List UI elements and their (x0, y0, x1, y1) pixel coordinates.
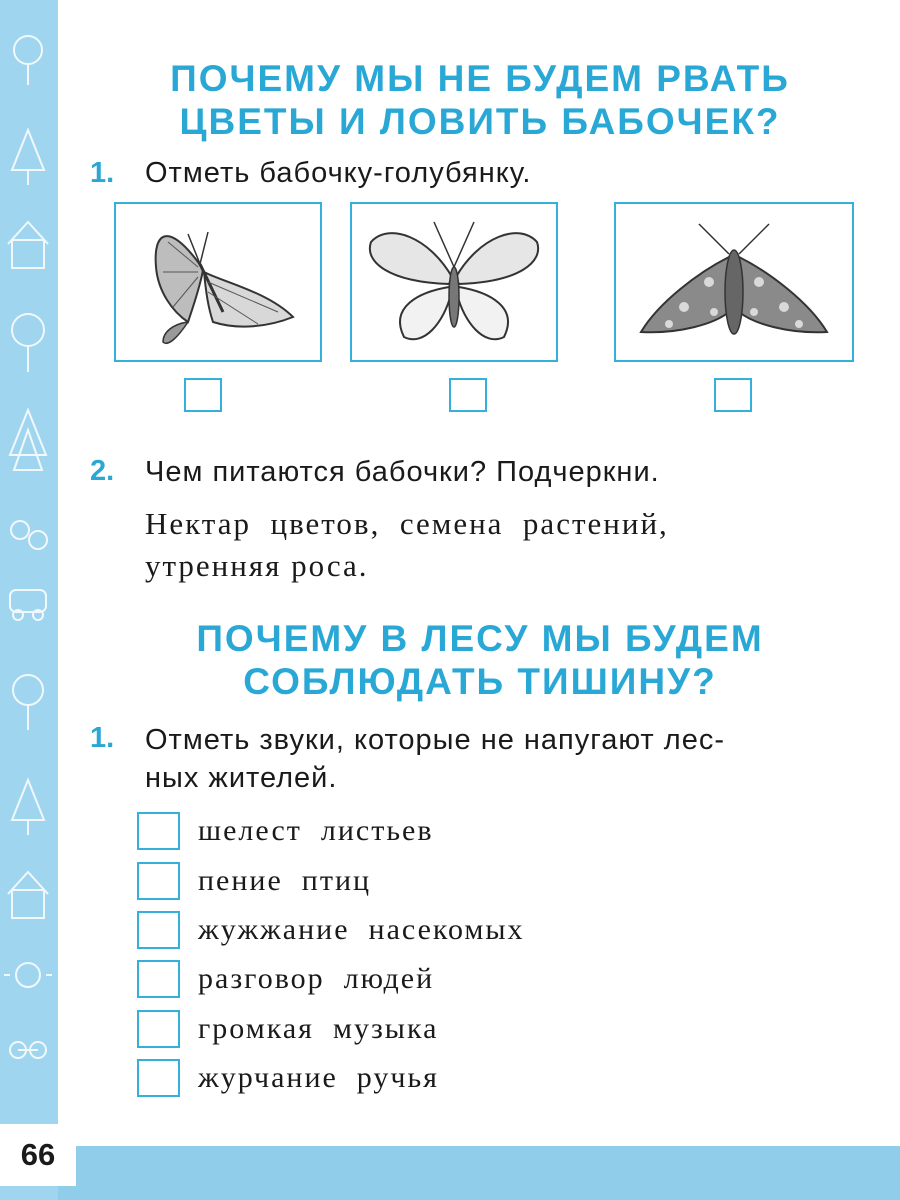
option-checkbox[interactable] (137, 862, 180, 900)
nature-pattern-icon (0, 0, 58, 1200)
task-number: 2. (90, 455, 115, 487)
option-checkbox[interactable] (137, 960, 180, 998)
section1-heading-line1: ПОЧЕМУ МЫ НЕ БУДЕМ РВАТЬ (170, 58, 790, 99)
butterfly-picture-3 (614, 202, 854, 362)
task-number: 1. (90, 722, 115, 754)
task-text-line2: ных жителей. (145, 762, 338, 794)
butterfly-3-checkbox[interactable] (714, 378, 752, 412)
option-checkbox[interactable] (137, 1059, 180, 1097)
butterfly-1-checkbox[interactable] (184, 378, 222, 412)
option-label: жужжание насекомых (198, 913, 525, 946)
option-label: разговор людей (198, 962, 435, 995)
answer-text-line2[interactable]: утренняя роса. (145, 548, 369, 583)
option-checkbox[interactable] (137, 812, 180, 850)
butterfly-side-icon (128, 212, 308, 352)
bottom-decor-band (58, 1146, 900, 1200)
moth-spotted-icon (629, 212, 839, 352)
section1-heading-line2: ЦВЕТЫ И ЛОВИТЬ БАБОЧЕК? (179, 101, 781, 142)
section2-heading-line2: СОБЛЮДАТЬ ТИШИНУ? (243, 661, 717, 702)
answer-text-line1[interactable]: Нектар цветов, семена растений, (145, 506, 669, 541)
left-decor-strip (0, 0, 58, 1200)
task-text-line1: Отметь звуки, которые не напугают лес- (145, 724, 725, 756)
option-label: громкая музыка (198, 1012, 439, 1045)
option-label: шелест листьев (198, 814, 434, 847)
butterfly-white-icon (359, 212, 549, 352)
butterfly-picture-1 (114, 202, 322, 362)
task-text: Отметь бабочку-голубянку. (145, 157, 532, 189)
task-question: Чем питаются бабочки? Подчеркни. (145, 456, 660, 488)
option-checkbox[interactable] (137, 1010, 180, 1048)
page-number: 66 (0, 1124, 76, 1186)
option-checkbox[interactable] (137, 911, 180, 949)
butterfly-2-checkbox[interactable] (449, 378, 487, 412)
section2-heading-line1: ПОЧЕМУ В ЛЕСУ МЫ БУДЕМ (196, 618, 764, 659)
butterfly-picture-2 (350, 202, 558, 362)
option-label: пение птиц (198, 864, 372, 897)
task-number: 1. (90, 157, 115, 189)
option-label: журчание ручья (198, 1061, 439, 1094)
